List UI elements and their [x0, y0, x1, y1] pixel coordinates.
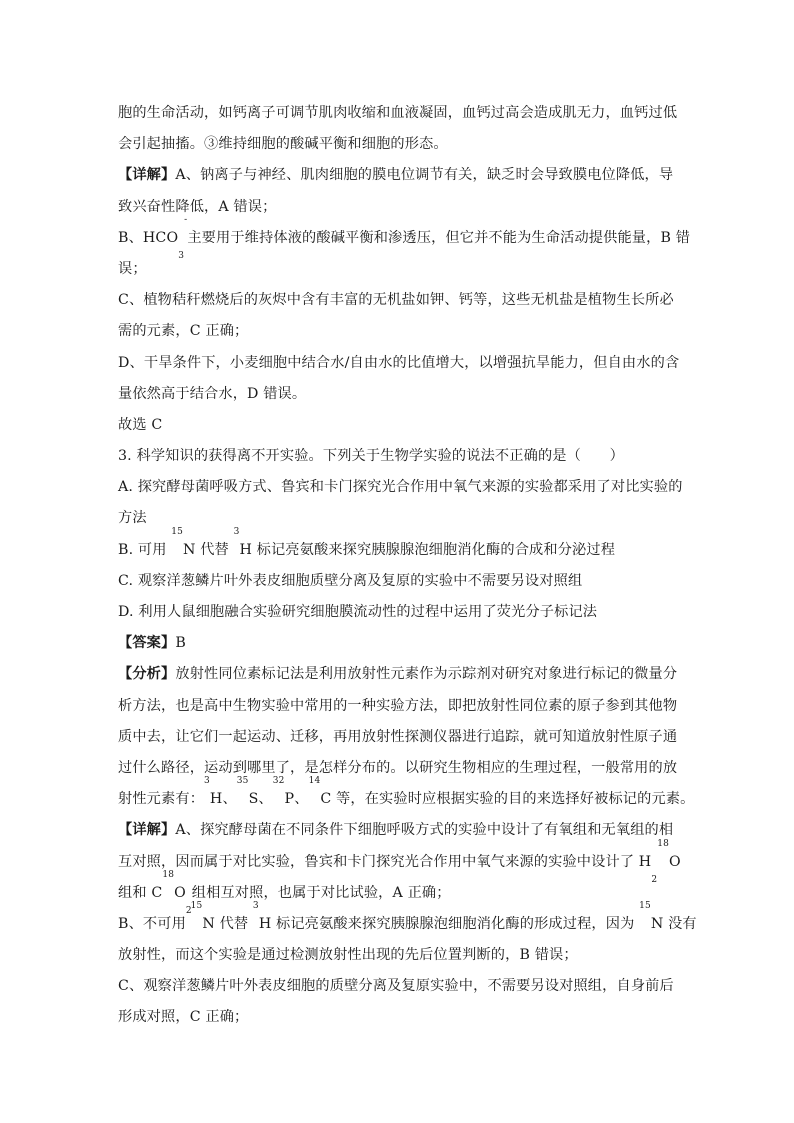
text-line: [118, 1002, 680, 1033]
text-line: [118, 940, 680, 971]
option-b: [118, 526, 680, 566]
option-a: [118, 472, 683, 503]
text-line: [118, 192, 680, 223]
text-line: [118, 285, 680, 316]
superscript: 14: [308, 776, 321, 787]
section-tag-detail: 【详解】: [118, 167, 176, 184]
answer-choice-text: 故选 C: [118, 416, 163, 433]
text-line: [118, 379, 680, 410]
paragraph-text: 主要用于维持体液的酸碱平衡和渗透压，但它并不能为生命活动提供能量，B 错: [187, 229, 691, 246]
option-text: N 代替: [183, 541, 234, 558]
option-c: [118, 566, 680, 597]
paragraph-text: 量依然高于结合水，D 错误。: [118, 385, 307, 402]
paragraph-text: 组和 C: [118, 884, 163, 901]
option-text: A. 探究酵母菌呼吸方式、鲁宾和卡门探究光合作用中氧气来源的实验都采用了对比实验的: [118, 479, 683, 496]
paragraph-text: A、钠离子与神经、肌肉细胞的膜电位调节有关，缺乏时会导致膜电位降低，导: [175, 167, 674, 184]
paragraph-text: 质中去，让它们一起运动、迁移，再用放射性探测仪器进行追踪，就可知道放射性原子通: [118, 728, 678, 745]
text-line: [118, 129, 680, 160]
paragraph-text: 会引起抽搐。③维持细胞的酸碱平衡和细胞的形态。: [118, 136, 448, 153]
paragraph-text: C、观察洋葱鳞片叶外表皮细胞的质壁分离及复原实验中，不需要另设对照组，自身前后: [118, 978, 674, 995]
text-line: [118, 838, 681, 885]
superscript: 32: [272, 776, 285, 787]
paragraph-text: 放射性，而这个实验是通过检测放射性出现的先后位置判断的，B 错误；: [118, 947, 578, 964]
superscript: 3: [233, 526, 240, 537]
paragraph-text: 互对照，因而属于对比实验，鲁宾和卡门探究光合作用中氧气来源的实验中设计了 H: [118, 853, 652, 870]
text-line: [118, 722, 680, 753]
paragraph-text: 过什么路径，运动到哪里了，是怎样分布的。以研究生物相应的生理过程，一般常用的放: [118, 759, 678, 776]
superscript: 15: [639, 900, 651, 911]
option-text: C. 观察洋葱鳞片叶外表皮细胞质壁分离及复原的实验中不需要另设对照组: [118, 572, 583, 589]
paragraph-text: 放射性同位素标记法是利用放射性元素作为示踪剂对研究对象进行标记的微量分: [175, 666, 678, 683]
subscript: 3: [178, 250, 185, 261]
text-line: [118, 900, 697, 940]
question-stem: [118, 441, 680, 472]
paragraph-text: N 代替: [202, 915, 253, 932]
paragraph-text: 析方法，也是高中生物实验中常用的一种实验方法，即把放射性同位素的原子参到其他物: [118, 697, 678, 714]
option-text: H 标记亮氨酸来探究胰腺腺泡细胞消化酶的合成和分泌过程: [239, 541, 616, 558]
document-page: [118, 98, 697, 1034]
paragraph-text: O: [669, 853, 681, 870]
paragraph-text: A、探究酵母菌在不同条件下细胞呼吸方式的实验中设计了有氧组和无氧组的相: [175, 822, 674, 839]
paragraph-text: D、干旱条件下，小麦细胞中结合水/自由水的比值增大，以增强抗旱能力，但自由水的含: [118, 354, 680, 371]
text-line: [118, 815, 680, 846]
subscript: 2: [651, 874, 658, 885]
paragraph-text: N 没有: [650, 915, 697, 932]
option-text: D. 利用人鼠细胞融合实验研究细胞膜流动性的过程中运用了荧光分子标记法: [118, 604, 598, 620]
answer-line: [118, 628, 680, 659]
text-line: [118, 659, 680, 690]
option-text: 方法: [118, 510, 147, 527]
paragraph-text: 误；: [118, 260, 147, 277]
text-line: [118, 410, 680, 441]
paragraph-text: C、植物秸秆燃烧后的灰烬中含有丰富的无机盐如钾、钙等，这些无机盐是植物生长所必: [118, 292, 674, 309]
text-line: [118, 753, 680, 787]
text-line: [118, 316, 680, 347]
paragraph-text: H 标记亮氨酸来探究胰腺腺泡细胞消化酶的形成过程，因为: [258, 915, 640, 932]
answer-value: B: [175, 635, 186, 652]
paragraph-text: B、HCO: [118, 229, 179, 246]
superscript: 18: [657, 838, 669, 849]
text-line: [118, 254, 680, 285]
paragraph-text: P、: [284, 791, 309, 808]
superscript: 15: [171, 526, 183, 537]
paragraph-text: S、: [248, 791, 273, 808]
paragraph-text: 胞的生命活动，如钙离子可调节肌肉收缩和血液凝固，血钙过高会造成肌无力，血钙过低: [118, 105, 678, 121]
text-line: [118, 691, 680, 722]
question-text: 3. 科学知识的获得离不开实验。下列关于生物学实验的说法不正确的是（ ）: [118, 448, 624, 465]
superscript: 3: [252, 900, 259, 911]
section-tag-answer: 【答案】: [118, 635, 176, 652]
option-text: B. 可用: [118, 541, 172, 558]
paragraph-text: 形成对照，C 正确；: [118, 1009, 249, 1026]
text-line: [118, 776, 695, 815]
paragraph-text: 射性元素有：: [118, 791, 205, 808]
subscript: 2: [185, 905, 192, 916]
paragraph-text: B、不可用: [118, 915, 191, 932]
text-line: [118, 503, 680, 534]
section-tag-analysis: 【分析】: [118, 666, 176, 683]
superscript: 15: [190, 900, 203, 911]
superscript: 18: [162, 869, 175, 880]
text-line: [118, 869, 680, 916]
text-line: [118, 98, 680, 129]
paragraph-text: 组相互对照，也属于对比试验，A 正确；: [191, 884, 451, 901]
text-line: [118, 971, 680, 1002]
paragraph-text: O: [174, 884, 186, 901]
option-d: [118, 597, 680, 628]
paragraph-text: 需的元素，C 正确；: [118, 323, 249, 340]
paragraph-text: H、: [209, 791, 237, 808]
superscript: -: [184, 214, 188, 225]
paragraph-text: 致兴奋性降低，A 错误；: [118, 198, 277, 215]
text-line: [118, 214, 691, 261]
paragraph-text: C 等，在实验时应根据实验的目的来选择好被标记的元素。: [320, 791, 695, 808]
superscript: 35: [236, 776, 249, 787]
text-line: [118, 348, 680, 379]
section-tag-detail: 【详解】: [118, 822, 176, 839]
text-line: [118, 160, 680, 191]
superscript: 3: [204, 776, 210, 787]
